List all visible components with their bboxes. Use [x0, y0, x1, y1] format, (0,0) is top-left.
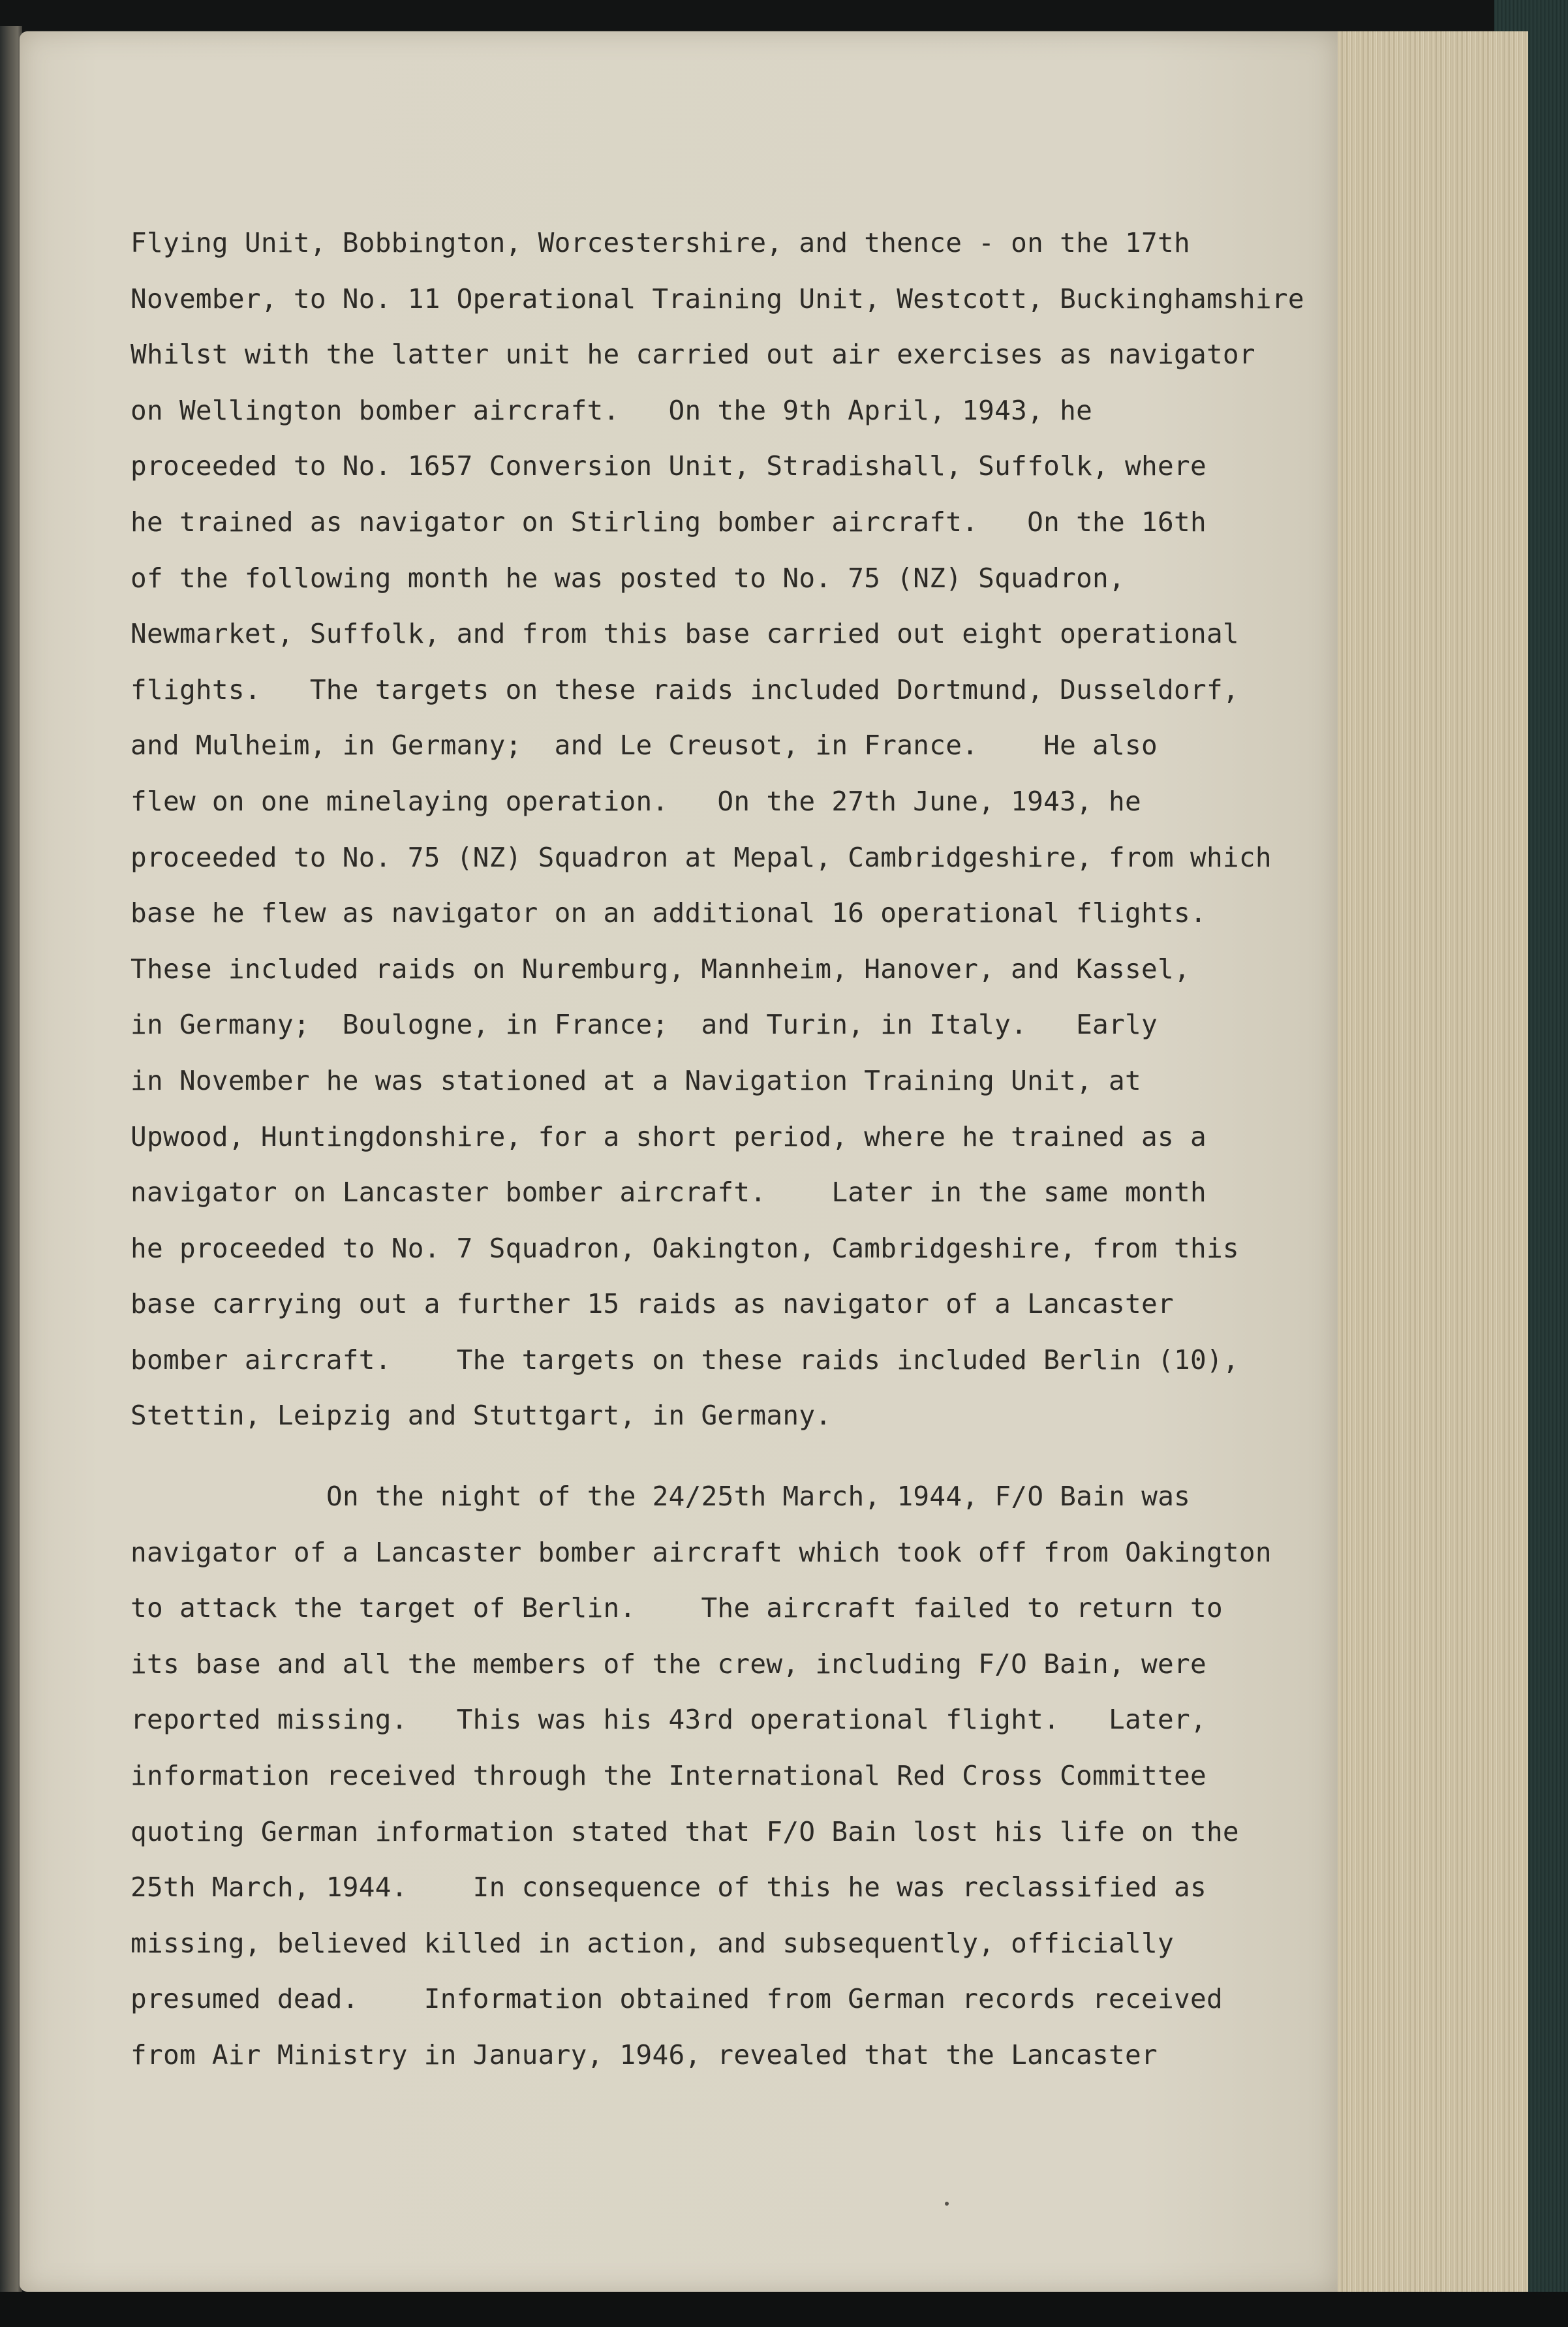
text-line: reported missing. This was his 43rd operational flight. Later, [131, 1704, 1207, 1736]
text-line: flights. The targets on these raids included Dortmund, Dusseldorf, [131, 673, 1239, 705]
text-line: proceeded to No. 75 (NZ) Squadron at Mepal, Cambridgeshire, from which [131, 841, 1272, 873]
text-line: navigator of a Lancaster bomber aircraft which took off from Oakington [131, 1536, 1272, 1568]
text-line-indented: On the night of the 24/25th March, 1944, F/O Bain was [326, 1481, 1191, 1513]
text-line: and Mulheim, in Germany; and Le Creusot, in France. He also [131, 730, 1158, 762]
scan-background-bottom [0, 2292, 1568, 2327]
text-line: its base and all the members of the crew, including F/O Bain, were [131, 1648, 1207, 1680]
text-line: he proceeded to No. 7 Squadron, Oakington, Cambridgeshire, from this [131, 1232, 1239, 1264]
typewritten-text [131, 215, 1331, 2084]
text-line: Stettin, Leipzig and Stuttgart, in Germany. [131, 1400, 832, 1432]
page-edges-stack [1331, 31, 1528, 2293]
text-line: from Air Ministry in January, 1946, revealed that the Lancaster [131, 2039, 1158, 2071]
text-line: quoting German information stated that F/O Bain lost his life on the [131, 1815, 1239, 1847]
text-line: Whilst with the latter unit he carried out air exercises as navigator [131, 339, 1255, 371]
text-line: base he flew as navigator on an additional 16 operational flights. [131, 897, 1207, 929]
paragraph-2 [131, 1469, 1331, 2084]
text-line: November, to No. 11 Operational Training Unit, Westcott, Buckinghamshire [131, 283, 1304, 315]
text-line: of the following month he was posted to No. 75 (NZ) Squadron, [131, 562, 1126, 594]
text-line: base carrying out a further 15 raids as navigator of a Lancaster [131, 1288, 1174, 1320]
text-line: Flying Unit, Bobbington, Worcestershire, and thence - on the 17th [131, 227, 1190, 258]
text-line: on Wellington bomber aircraft. On the 9th April, 1943, he [131, 394, 1093, 426]
text-line: in Germany; Boulogne, in France; and Turin, in Italy. Early [131, 1009, 1158, 1041]
text-line: bomber aircraft. The targets on these raids included Berlin (10), [131, 1344, 1239, 1376]
book-gutter [0, 26, 22, 2304]
text-line: flew on one minelaying operation. On the 27th June, 1943, he [131, 785, 1142, 817]
text-line: Upwood, Huntingdonshire, for a short period, where he trained as a [131, 1120, 1207, 1152]
text-line: missing, believed killed in action, and subsequently, officially [131, 1927, 1174, 1959]
text-line: proceeded to No. 1657 Conversion Unit, Stradishall, Suffolk, where [131, 450, 1207, 482]
ink-speck [945, 2202, 949, 2206]
text-line: to attack the target of Berlin. The aircraft failed to return to [131, 1592, 1223, 1624]
text-line: presumed dead. Information obtained from German records received [131, 1983, 1223, 2015]
text-line: 25th March, 1944. In consequence of this he was reclassified as [131, 1872, 1207, 1903]
text-line: navigator on Lancaster bomber aircraft. Later in the same month [131, 1177, 1207, 1209]
text-line: in November he was stationed at a Navigation Training Unit, at [131, 1064, 1142, 1096]
text-line: Newmarket, Suffolk, and from this base carried out eight operational [131, 618, 1239, 650]
text-line: information received through the International Red Cross Committee [131, 1760, 1207, 1792]
text-line: These included raids on Nuremburg, Mannheim, Hanover, and Kassel, [131, 953, 1190, 985]
paragraph-1 [131, 215, 1331, 1444]
scan-background-top [0, 0, 1568, 30]
paragraph-spacer [131, 1444, 1331, 1469]
text-line: he trained as navigator on Stirling bomber aircraft. On the 16th [131, 506, 1207, 538]
